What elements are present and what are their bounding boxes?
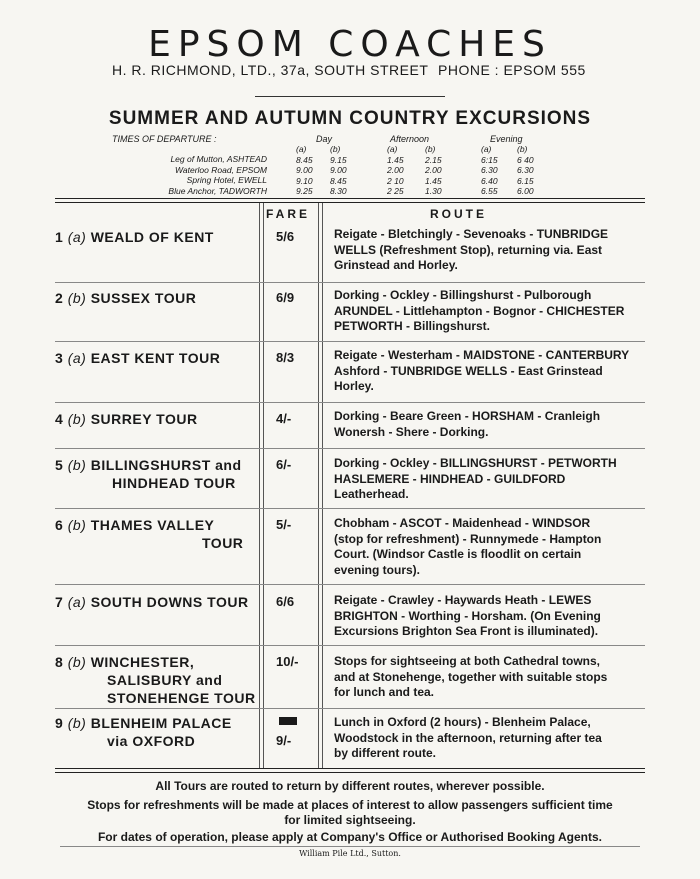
tour-time-code: (b)	[67, 411, 87, 427]
route-header: ROUTE	[430, 207, 487, 221]
tour-title: SUSSEX TOUR	[90, 290, 197, 306]
time-column	[296, 144, 313, 197]
tour-number: 1	[55, 229, 64, 245]
tour-fare: 6/6	[276, 594, 295, 609]
route-line: by different route.	[334, 746, 437, 760]
tour-time-code: (b)	[67, 654, 87, 670]
column-label: (a)	[296, 144, 307, 154]
tour-route	[334, 288, 644, 335]
route-line: (stop for refreshment) - Runnymede - Hampton	[334, 531, 602, 546]
time-cell: 9.10	[296, 175, 313, 186]
route-line: Reigate - Crawley - Haywards Heath - LEWES	[334, 593, 592, 607]
tour-name	[55, 349, 220, 367]
printer-credit: William Pile Ltd., Sutton.	[299, 849, 401, 858]
tour-route	[334, 348, 644, 395]
time-cell: 6.55	[481, 186, 498, 196]
time-cell: 1.45	[387, 154, 404, 165]
tour-title: BILLINGSHURST and	[90, 457, 242, 473]
tour-route	[334, 227, 644, 274]
time-cell: 2.00	[425, 165, 442, 175]
time-column	[481, 144, 498, 197]
time-cell: 2 25	[387, 186, 404, 196]
time-cell: 8.30	[330, 186, 347, 196]
route-line: for lunch and tea.	[334, 685, 435, 699]
route-line: PETWORTH - Billingshurst.	[334, 319, 490, 333]
tour-name	[55, 410, 198, 428]
tour-fare: 6/-	[276, 457, 292, 472]
tour-route	[334, 516, 644, 578]
tour-route	[334, 715, 644, 762]
route-line: Leatherhead.	[334, 487, 409, 501]
route-line: WELLS (Refreshment Stop), returning via. East	[334, 242, 603, 257]
tour-route	[334, 456, 644, 503]
tour-route	[334, 654, 644, 701]
tour-title: SURREY TOUR	[90, 411, 198, 427]
group-afternoon: Afternoon	[390, 134, 430, 144]
tour-title: BLENHEIM PALACE	[90, 715, 232, 731]
tour-fare: 8/3	[276, 350, 295, 365]
struck-out-fare	[279, 717, 297, 725]
stop-name: Leg of Mutton, ASHTEAD	[170, 154, 267, 164]
route-line: Chobham - ASCOT - Maidenhead - WINDSOR	[334, 516, 591, 530]
fare-column-divider	[259, 203, 264, 768]
tour-time-code: (b)	[67, 517, 87, 533]
time-cell: 6.30	[517, 165, 534, 175]
group-day: Day	[316, 134, 333, 144]
table-bottom-rule	[55, 768, 645, 773]
tour-number: 8	[55, 654, 64, 670]
tour-title-continued: HINDHEAD TOUR	[112, 475, 236, 491]
route-line: Stops for sightseeing at both Cathedral towns,	[334, 654, 601, 668]
route-line: and at Stonehenge, together with suitable stops	[334, 669, 608, 684]
tour-title: WEALD OF KENT	[90, 229, 214, 245]
time-column	[387, 144, 404, 197]
route-line: ARUNDEL - Littlehampton - Bognor - CHICHESTER	[334, 303, 625, 318]
tour-route	[334, 409, 644, 440]
stop-name: Blue Anchor, TADWORTH	[168, 185, 267, 196]
route-line: Ashford - TUNBRIDGE WELLS - East Grinstead	[334, 363, 603, 378]
tour-name	[55, 516, 243, 552]
row-divider	[55, 282, 645, 283]
tour-name	[55, 593, 249, 611]
table-top-rule	[55, 198, 645, 203]
footer-note: All Tours are routed to return by different routes, wherever possible.	[155, 779, 545, 793]
route-line: Reigate - Bletchingly - Sevenoaks - TUNBRIDGE	[334, 227, 609, 241]
row-divider	[55, 708, 645, 709]
time-cell: 6:15	[481, 154, 498, 165]
time-cell: 9.25	[296, 186, 313, 196]
tour-time-code: (a)	[67, 229, 87, 245]
column-label: (a)	[481, 144, 492, 154]
tour-fare: 10/-	[276, 654, 299, 669]
row-divider	[55, 508, 645, 509]
row-divider	[55, 402, 645, 403]
column-label: (a)	[387, 144, 398, 154]
time-column	[330, 144, 347, 197]
tour-title: SOUTH DOWNS TOUR	[90, 594, 249, 610]
stop-name: Waterloo Road, EPSOM	[175, 164, 267, 175]
column-label: (b)	[425, 144, 436, 154]
stop-name: Spring Hotel, EWELL	[186, 175, 267, 185]
time-cell: 6 40	[517, 154, 534, 165]
tour-route	[334, 593, 644, 640]
tour-title-continued: SALISBURY and	[107, 672, 223, 688]
tour-fare-value: 9/-	[276, 733, 292, 748]
time-cell: 6.15	[517, 175, 534, 186]
row-divider	[55, 341, 645, 342]
route-line: Grinstead and Horley.	[334, 258, 458, 272]
tour-time-code: (b)	[67, 715, 87, 731]
tour-time-code: (b)	[67, 290, 87, 306]
time-column	[517, 144, 534, 197]
group-evening: Evening	[490, 134, 523, 144]
route-line: Excursions Brighton Sea Front is illuminated).	[334, 624, 599, 638]
tour-name	[55, 456, 242, 492]
route-line: Lunch in Oxford (2 hours) - Blenheim Palace,	[334, 715, 591, 729]
tour-time-code: (a)	[67, 594, 87, 610]
tour-number: 3	[55, 350, 64, 366]
time-cell: 6.00	[517, 186, 534, 196]
company-phone: PHONE : EPSOM 555	[438, 62, 586, 78]
route-line: Woodstock in the afternoon, returning after tea	[334, 730, 602, 745]
time-cell: 1.30	[425, 186, 442, 196]
route-line: HASLEMERE - HINDHEAD - GUILDFORD	[334, 471, 566, 486]
tour-title: THAMES VALLEY	[90, 517, 215, 533]
time-cell: 1.45	[425, 175, 442, 186]
company-title: EPSOM COACHES	[148, 24, 552, 65]
time-cell: 6.40	[481, 175, 498, 186]
row-divider	[55, 448, 645, 449]
row-divider	[55, 645, 645, 646]
company-address: H. R. RICHMOND, LTD., 37a, SOUTH STREET	[112, 62, 429, 78]
tour-name	[55, 228, 214, 246]
tour-fare: 4/-	[276, 411, 292, 426]
tour-title-continued: STONEHENGE TOUR	[107, 690, 256, 706]
time-cell: 2.15	[425, 154, 442, 165]
tour-time-code: (a)	[67, 350, 87, 366]
route-line: evening tours).	[334, 562, 421, 577]
footer-note: For dates of operation, please apply at Company's Office or Authorised Booking Agents.	[97, 830, 603, 844]
header-divider	[255, 96, 445, 97]
time-cell: 9.00	[296, 165, 313, 175]
tour-title: WINCHESTER,	[90, 654, 195, 670]
tour-title-continued: via OXFORD	[107, 733, 196, 749]
page-heading: SUMMER AND AUTUMN COUNTRY EXCURSIONS	[108, 108, 592, 129]
footer-note: for limited sightseeing.	[284, 813, 416, 827]
tour-title: EAST KENT TOUR	[90, 350, 221, 366]
departure-label: TIMES OF DEPARTURE :	[112, 134, 217, 144]
tour-name	[55, 289, 196, 307]
footer-divider	[60, 846, 640, 847]
footer-note: Stops for refreshments will be made at places of interest to allow passengers sufficient time	[87, 798, 613, 812]
fare-header: FARE	[266, 207, 311, 221]
row-divider	[55, 584, 645, 585]
route-line: Dorking - Ockley - BILLINGSHURST - PETWORTH	[334, 456, 617, 470]
tour-fare: 6/9	[276, 290, 295, 305]
route-line: BRIGHTON - Worthing - Horsham. (On Evening	[334, 608, 601, 623]
tour-time-code: (b)	[67, 457, 87, 473]
tour-number: 4	[55, 411, 64, 427]
tour-number: 7	[55, 594, 64, 610]
tour-number: 2	[55, 290, 64, 306]
column-label: (b)	[330, 144, 341, 154]
tour-fare: 5/6	[276, 229, 295, 244]
time-column	[425, 144, 442, 197]
time-cell: 9.15	[330, 154, 347, 165]
time-cell: 2 10	[387, 175, 404, 186]
tour-name	[55, 653, 256, 707]
route-line: Court. (Windsor Castle is floodlit on certain	[334, 547, 582, 561]
route-column-divider	[318, 203, 323, 768]
route-line: Horley.	[334, 379, 374, 393]
tour-fare: 5/-	[276, 517, 292, 532]
column-label: (b)	[517, 144, 528, 154]
time-cell: 2.00	[387, 165, 404, 175]
tour-title-continued: TOUR	[202, 535, 244, 551]
time-cell: 6.30	[481, 165, 498, 175]
time-cell: 9.00	[330, 165, 347, 175]
route-line: Wonersh - Shere - Dorking.	[334, 424, 489, 439]
route-line: Dorking - Ockley - Billingshurst - Pulborough	[334, 288, 592, 302]
route-line: Reigate - Westerham - MAIDSTONE - CANTERBURY	[334, 348, 630, 362]
time-cell: 8.45	[330, 175, 347, 186]
time-cell: 8.45	[296, 154, 313, 165]
tour-number: 6	[55, 517, 64, 533]
tour-name	[55, 714, 232, 750]
tour-number: 9	[55, 715, 64, 731]
route-line: Dorking - Beare Green - HORSHAM - Cranleigh	[334, 409, 601, 423]
stop-list	[157, 154, 267, 196]
tour-fare	[276, 714, 316, 750]
tour-number: 5	[55, 457, 64, 473]
